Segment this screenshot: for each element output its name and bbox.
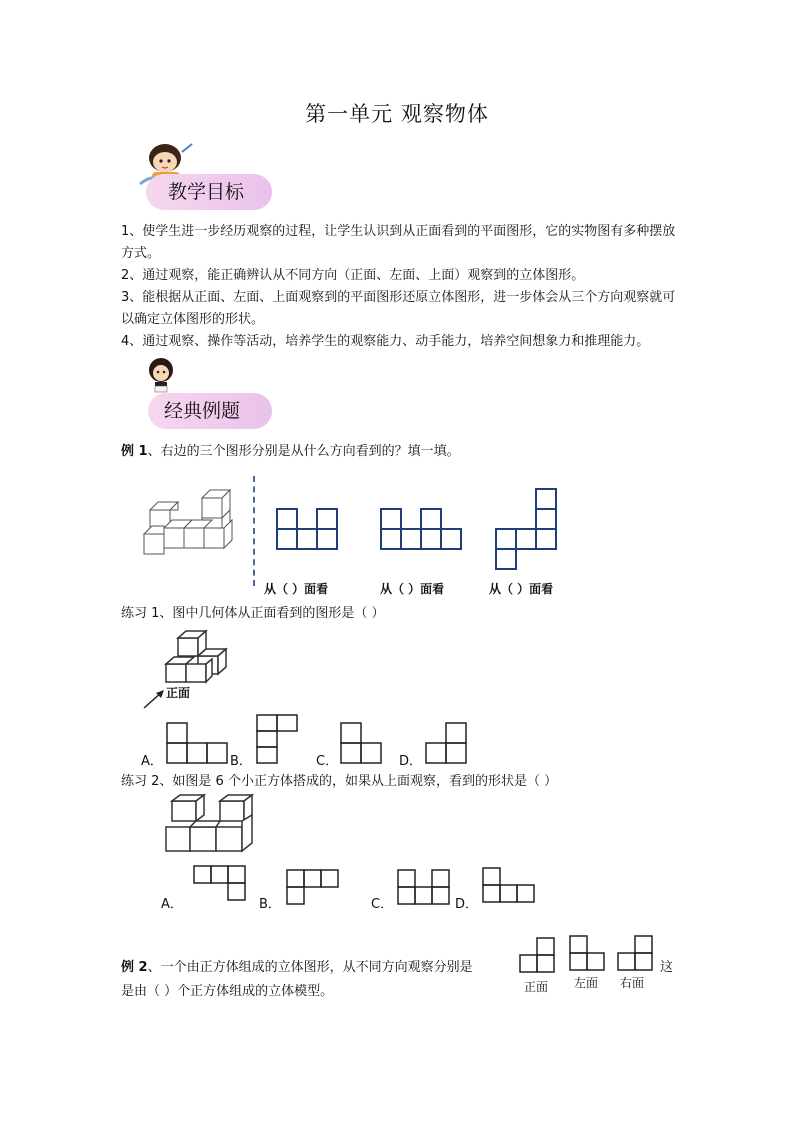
page-title: 第一单元 观察物体 xyxy=(305,102,489,126)
examples-banner: 经典例题 xyxy=(148,393,272,429)
example-2-left-label: 左面 xyxy=(574,976,599,990)
practice-1-option-d[interactable]: D． xyxy=(399,754,423,769)
goals-banner: 教学目标 xyxy=(146,174,272,210)
practice-1-cube-stack xyxy=(162,630,234,686)
practice-2-figure-b xyxy=(286,869,340,907)
example-2-left-view xyxy=(569,935,607,971)
practice-2-option-d[interactable]: D． xyxy=(455,897,479,912)
practice-1-figure-a xyxy=(166,722,230,764)
example-1-question xyxy=(121,442,460,462)
example-1-divider xyxy=(253,476,255,586)
goal-item-1: 1、使学生进一步经历观察的过程，让学生认识到从正面看到的平面图形，它的实物图有多种摆放方式。 xyxy=(121,224,676,261)
front-direction-arrow-icon xyxy=(142,688,166,710)
example-2-front-view xyxy=(519,937,557,973)
example-1-text: 、右边的三个图形分别是从什么方向看到的？填一填。 xyxy=(147,444,460,459)
practice-1-figure-d xyxy=(425,722,469,764)
practice-2-figure-a xyxy=(193,865,247,903)
front-label: 正面 xyxy=(166,686,191,700)
practice-1-option-b[interactable]: B． xyxy=(230,754,252,769)
practice-1-figure-c xyxy=(340,722,384,764)
example-2-prefix: 例 2 xyxy=(121,960,148,975)
example-1-prefix: 例 1 xyxy=(121,444,148,459)
practice-1-question: 练习 1、图中几何体从正面看到的图形是（ ） xyxy=(121,606,385,621)
example-1-label-1: 从（ ）面看 xyxy=(264,582,329,596)
example-2-text-1: 、一个由正方体组成的立体图形，从不同方向观察分别是 xyxy=(147,960,473,975)
goal-item-2: 2、通过观察，能正确辨认从不同方向（正面、左面、上面）观察到的立体图形。 xyxy=(121,268,585,283)
example-1-label-2: 从（ ）面看 xyxy=(380,582,445,596)
example-2-line-1 xyxy=(121,958,473,978)
practice-2-option-b[interactable]: B． xyxy=(259,897,281,912)
practice-2-figure-c xyxy=(397,869,451,907)
practice-2-figure-d xyxy=(482,867,538,905)
example-2-right-label: 右面 xyxy=(620,976,645,990)
goal-item-4: 4、通过观察、操作等活动，培养学生的观察能力、动手能力，培养空间想象力和推理能力。 xyxy=(121,334,650,349)
example-2-tail: 这 xyxy=(660,960,674,975)
example-2-front-label: 正面 xyxy=(524,980,549,994)
practice-2-question: 练习 2、如图是 6 个小正方体搭成的，如果从上面观察，看到的形状是（ ） xyxy=(121,774,558,789)
example-1-cube-stack xyxy=(140,488,240,556)
practice-1-option-c[interactable]: C． xyxy=(316,754,339,769)
practice-2-cube-stack xyxy=(162,795,254,857)
practice-1-figure-b xyxy=(256,714,300,764)
example-2-line-2: 是由（ ）个正方体组成的立体模型。 xyxy=(121,984,334,999)
girl-mascot-icon xyxy=(143,356,183,396)
example-1-view-1 xyxy=(276,508,338,550)
goal-item-3: 3、能根据从正面、左面、上面观察到的平面图形还原立体图形，进一步体会从三个方向观察就可以确定立体图形的形状。 xyxy=(121,290,676,327)
example-1-label-3: 从（ ）面看 xyxy=(489,582,554,596)
practice-1-option-a[interactable]: A． xyxy=(141,754,163,769)
example-1-view-2 xyxy=(380,508,462,550)
example-2-right-view xyxy=(617,935,655,971)
practice-2-option-c[interactable]: C． xyxy=(371,897,394,912)
practice-2-option-a[interactable]: A． xyxy=(161,897,183,912)
example-1-view-3 xyxy=(495,488,557,570)
